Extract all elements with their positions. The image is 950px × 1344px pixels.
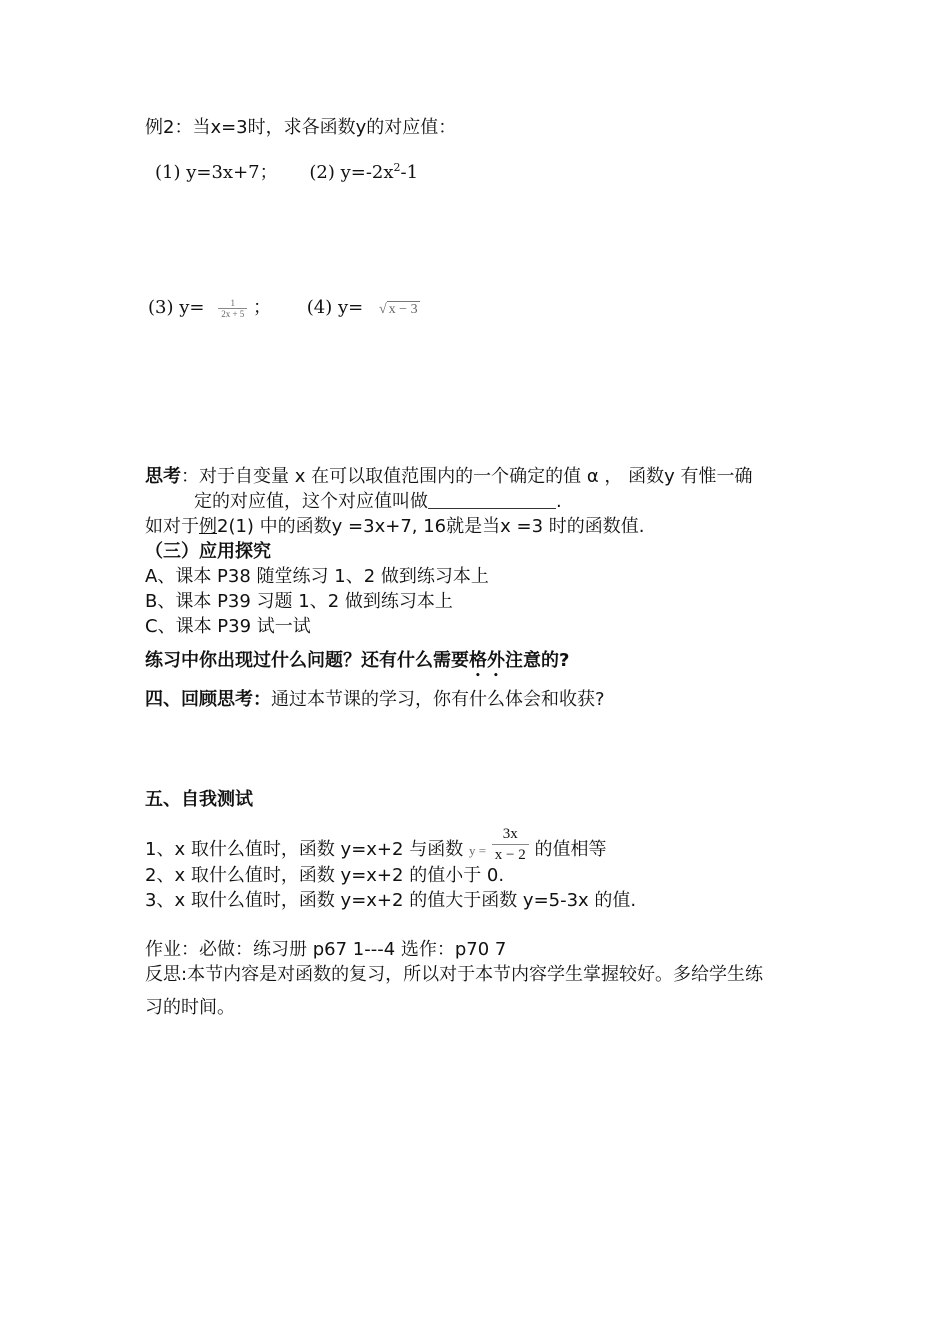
think-line-3 (145, 515, 644, 539)
self-test-q1-b: 的值相等 (534, 839, 607, 860)
part-2-expression: -2x (365, 162, 394, 183)
section-5-title: 五、自我测试 (145, 789, 253, 810)
sqrt-icon: √ (378, 302, 387, 317)
answer-blank[interactable] (428, 492, 556, 509)
section-4 (145, 688, 605, 712)
section-3-item-c: C、课本 P39 试一试 (145, 616, 311, 637)
self-test-q3: 3、x 取什么值时，函数 y=x+2 的值大于函数 y=5-3x 的值. (145, 890, 637, 911)
part-4-sqrt (379, 298, 420, 322)
self-test-q1 (145, 824, 606, 865)
section-4-title: 四、回顾思考： (145, 689, 271, 710)
section-3-item-b: B、课本 P39 习题 1、2 做到练习本上 (145, 591, 453, 612)
homework: 作业：必做：练习册 p67 1---4 选作：p70 7 (145, 939, 507, 960)
practice-question (145, 649, 569, 681)
section-3-title: （三）应用探究 (145, 541, 271, 562)
self-test-q1-numerator: 3x (502, 826, 518, 842)
part-1-expression: (1) y=3x+7； (155, 162, 278, 183)
practice-question-emphasis: 格外 (469, 650, 505, 671)
part-3-label: (3) y= (148, 297, 205, 318)
self-test-q1-denominator: x − 2 (492, 844, 529, 865)
section-3-item-a: A、课本 P38 随堂练习 1、2 做到练习本上 (145, 566, 489, 587)
self-test-q1-y: y = (468, 843, 487, 858)
practice-question-a: 练习中你出现过什么问题？还有什么需要 (145, 650, 469, 671)
part-3-end: ； (253, 297, 272, 318)
part-2-label: (2) y= (309, 162, 366, 183)
example-2-heading: 例2：当x=3时，求各函数y的对应值： (145, 117, 457, 138)
think-text: ：对于自变量 x 在可以取值范围内的一个确定的值 α ， 函数y 有惟一确 (181, 466, 753, 487)
think-line-3-example: 例 (199, 516, 217, 537)
reflection-line-1: 反思:本节内容是对函数的复习，所以对于本节内容学生掌握较好。多给学生练 (145, 964, 764, 985)
part-3-denominator: 2x + 5 (218, 308, 247, 319)
think-line-2 (194, 490, 562, 514)
think-line-1 (145, 465, 753, 489)
self-test-q1-a: 1、x 取什么值时，函数 y=x+2 与函数 (145, 839, 464, 860)
practice-question-b: 注意的? (505, 650, 570, 671)
example-2-part-1 (155, 156, 418, 185)
part-2-tail: -1 (400, 162, 419, 183)
part-4-label: (4) y= (306, 297, 364, 318)
part-2-exponent: 2 (393, 161, 401, 174)
section-4-text: 通过本节课的学习，你有什么体会和收获? (271, 689, 605, 710)
example-2-part-3-4 (148, 296, 420, 322)
reflection-line-2: 习的时间。 (145, 997, 235, 1018)
think-line-2-text: 定的对应值，这个对应值叫做 (194, 491, 428, 512)
think-line-3-b: 2(1) 中的函数y =3x+7, 16就是当x =3 时的函数值. (217, 516, 645, 537)
think-line-2-end: . (556, 491, 562, 512)
think-line-3-a: 如对于 (145, 516, 199, 537)
part-3-numerator: 1 (230, 297, 235, 308)
think-label: 思考 (145, 466, 181, 487)
part-4-radicand: x − 3 (388, 302, 418, 317)
self-test-q2: 2、x 取什么值时，函数 y=x+2 的值小于 0. (145, 865, 505, 886)
part-3-fraction (218, 298, 247, 319)
self-test-q1-fraction (492, 824, 529, 865)
